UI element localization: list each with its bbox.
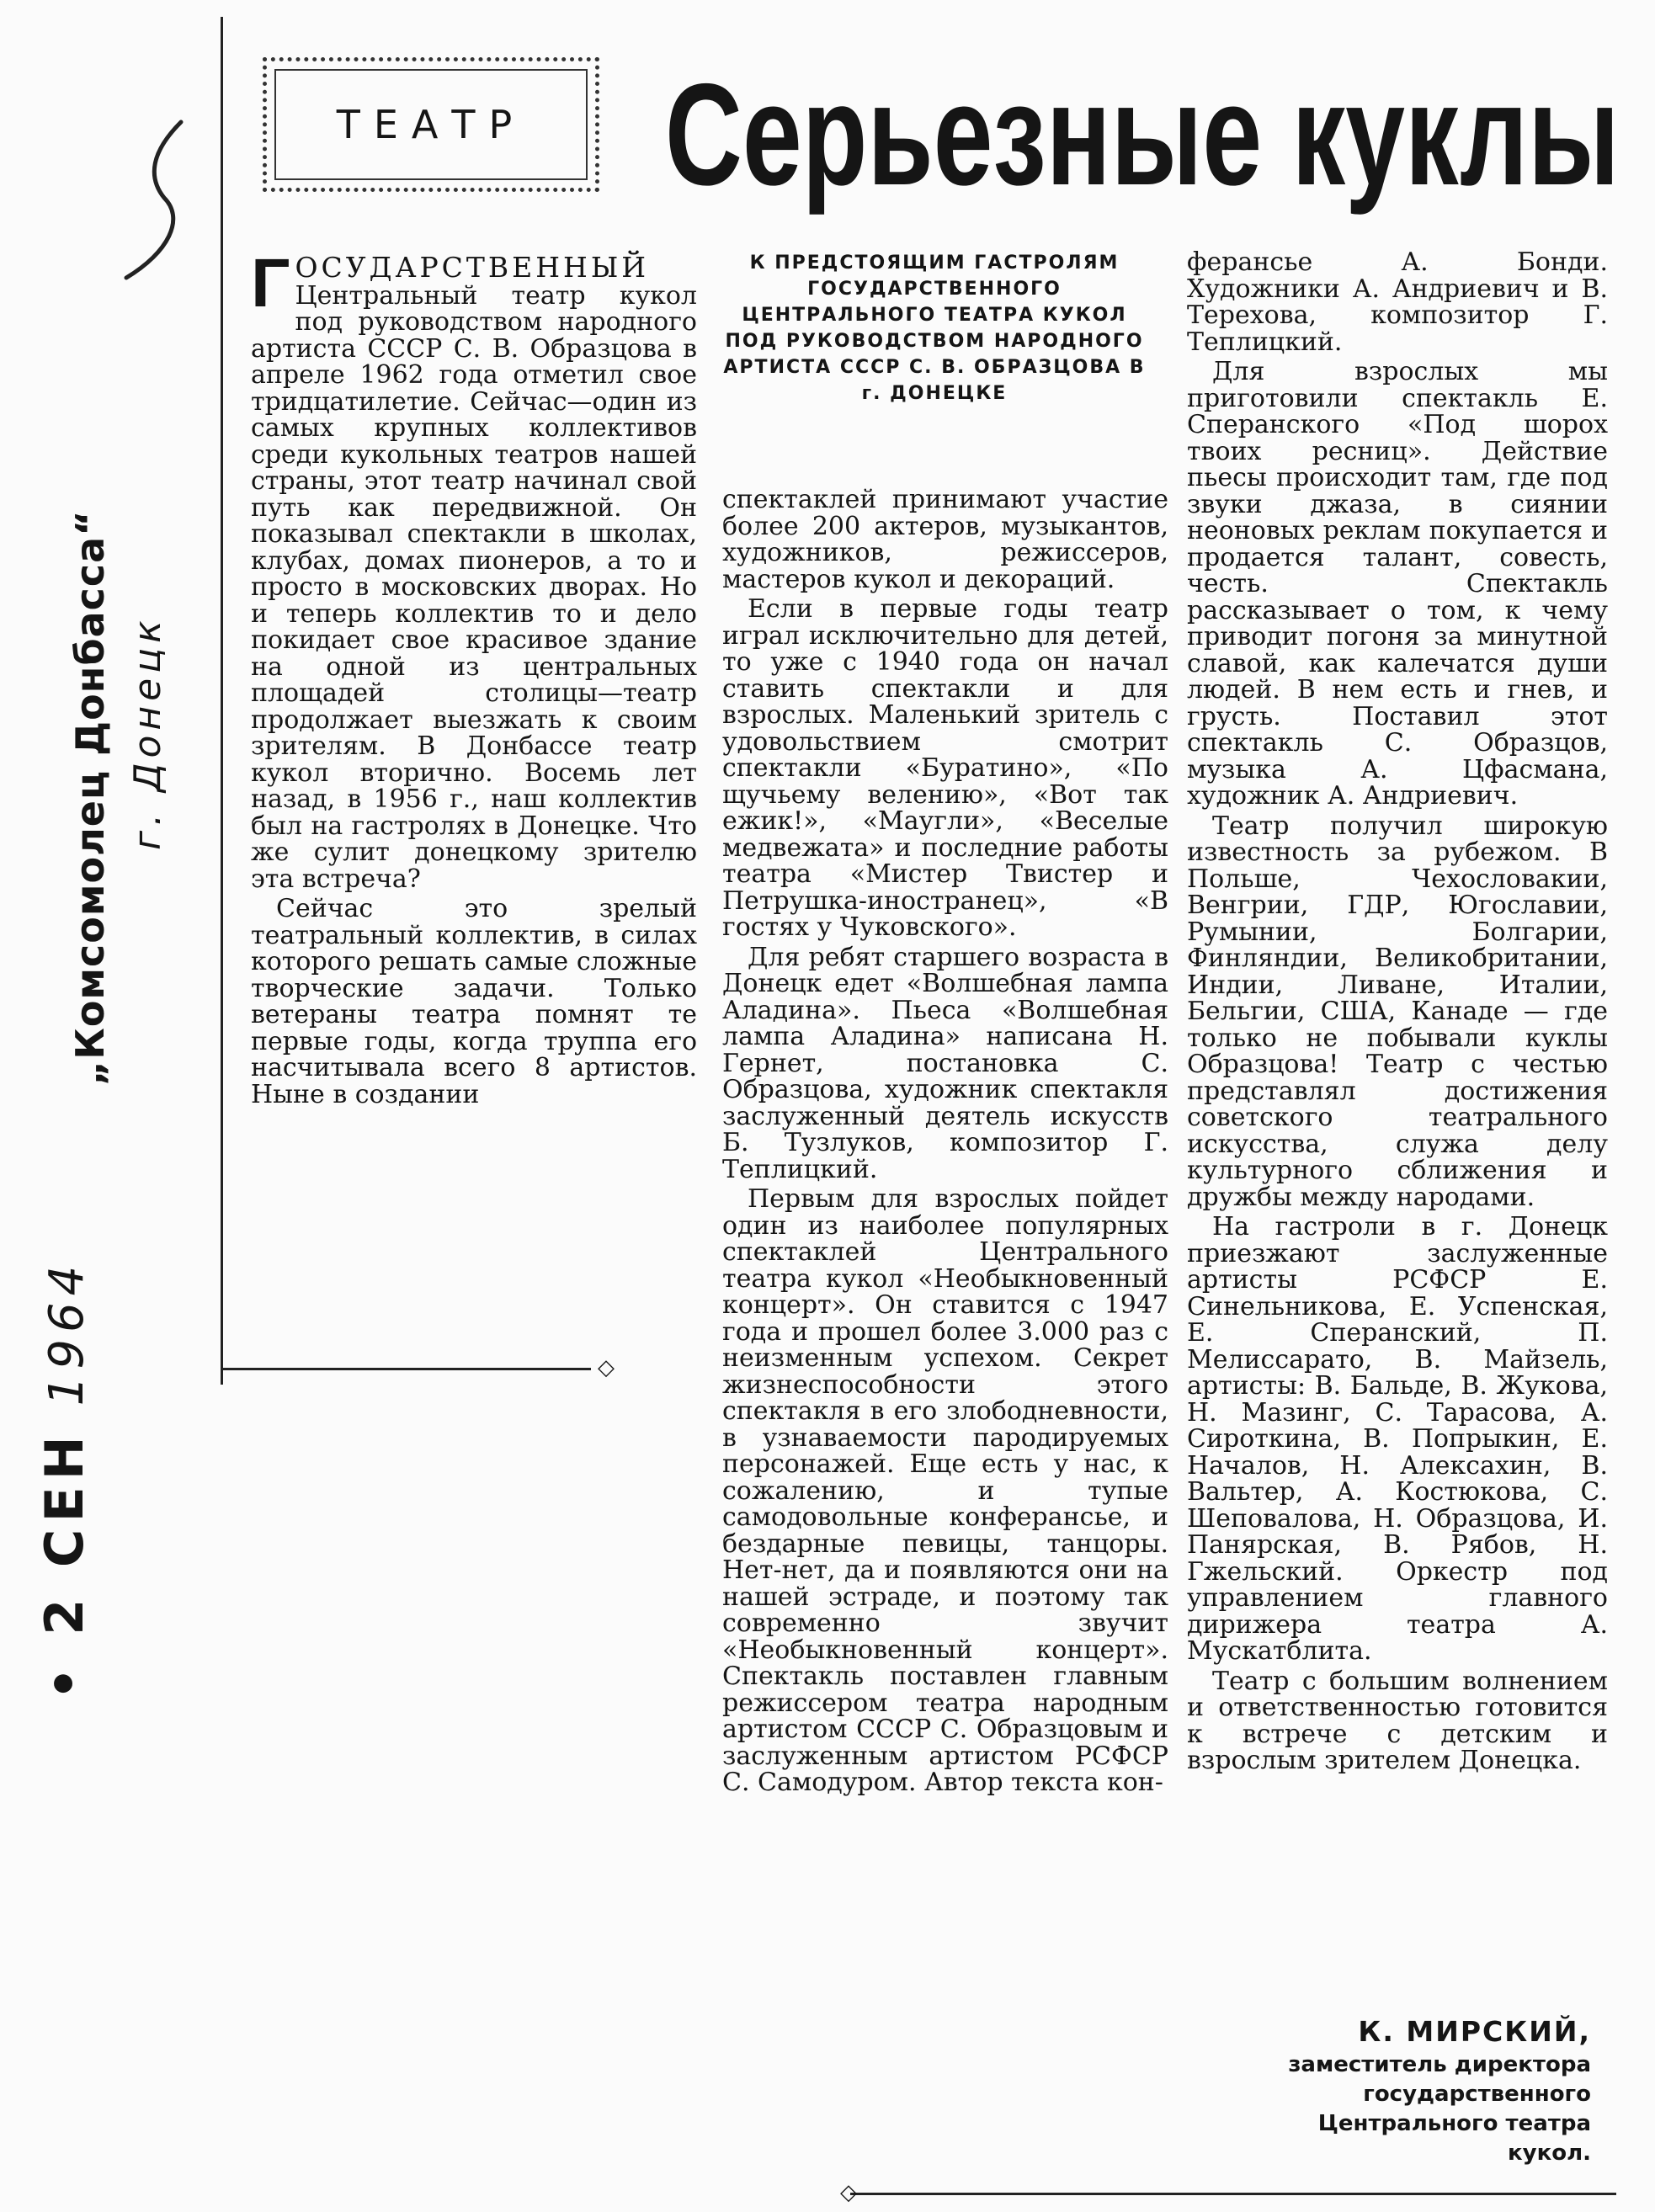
- article-subhead: К ПРЕДСТОЯЩИМ ГАСТРОЛЯМ ГОСУДАРСТВЕННОГО ЦЕНТРАЛЬНОГО ТЕАТРА КУКОЛ ПОД РУКОВОДСТВОМ НАРОДНОГО АРТИСТА СССР С. В. ОБРАЗЦОВА В г. ДОНЕЦКЕ: [723, 253, 1146, 404]
- bottom-rule-page: [850, 2193, 1616, 2195]
- paragraph: Первым для взрослых пойдет один из наиболее популярных спектаклей Центрального театра кукол «Необыкновенный концерт». Он ставится с 1947 года и прошел более 3.000 раз с неизменным успехом. Секрет жизнеспособности этого спектакля в его злободневности, в узнаваемости пародируемых персонажей. Еще есть у нас, к сожалению, и тупые самодовольные конферансье, и бездарные певицы, танцоры. Нет-нет, да и появляются они на нашей эстраде, и поэтому так современно звучит «Необыкновенный концерт». Спектакль поставлен главным режиссером театра народным артистом СССР С. Образцовым и заслуженным артистом РСФСР С. Самодуром. Автор текста кон-: [722, 1184, 1168, 1797]
- paragraph: Для взрослых мы приготовили спектакль Е. Сперанского «Под шорох твоих ресниц». Действие пьесы происходит там, где под звуки джаза, в сиянии неоновых реклам покупается и продается талант, совесть, честь. Спектакль рассказывает о том, к чему приводит погоня за минутной славой, как калечатся души людей. В нем есть и гнев, и грусть. Поставил этот спектакль С. Образцов, музыка А. Цфасмана, художник А. Андриевич.: [1187, 357, 1608, 811]
- paragraph: Если в первые годы театр играл исключительно для детей, то уже с 1940 года он начал ставить спектакли и для взрослых. Маленький зритель с удовольствием смотрит спектакли «Буратино», «По щучьему велению», «Вот так ежик!», «Маугли», «Веселые медвежата» и последние работы театра «Мистер Твистер и Петрушка-иностранец», «В гостях у Чуковского».: [722, 594, 1168, 942]
- clipping-newspaper-name: „Комсомолец Донбасса“: [67, 509, 113, 1086]
- paragraph: ферансье А. Бонди. Художники А. Андриевич и В. Терехова, композитор Г. Теплицкий.: [1187, 247, 1608, 357]
- paragraph: Сейчас это зрелый театральный коллектив, в силах которого решать самые сложные творческие задачи. Только ветераны театра помнят те первые годы, когда труппа его насчитывала всего 8 артистов. Ныне в создании: [251, 894, 697, 1109]
- author-role: заместитель директора: [1288, 2052, 1591, 2077]
- paragraph: Театр с большим волнением и ответственностью готовится к встрече с детским и взрослым зрителем Донецка.: [1187, 1666, 1608, 1775]
- article-column-3: [1187, 249, 1608, 1778]
- paragraph: спектаклей принимают участие более 200 актеров, музыкантов, художников, режиссеров, мастеров кукол и декораций.: [722, 485, 1168, 594]
- article-column-2: [722, 487, 1168, 1800]
- author-name: К. МИРСКИЙ,: [1358, 2015, 1591, 2048]
- lead-caps: ОСУДАРСТВЕННЫЙ: [295, 251, 650, 284]
- drop-cap: Г: [251, 245, 290, 322]
- article-signature: [1195, 2013, 1591, 2168]
- paragraph: [251, 245, 697, 894]
- clipping-city: г. Донецк: [126, 615, 169, 850]
- paragraph: На гастроли в г. Донецк приезжают заслуженные артисты РСФСР Е. Синельникова, Е. Успенская, Е. Сперанский, П. Мелиссарато, В. Майзель, артисты: В. Бальде, В. Жукова, Н. Мазинг, С. Тарасова, А. Сироткина, В. Попрыкин, Е. Началов, Н. Алексахин, В. Вальтер, А. Костюкова, С. Шеповалова, Н. Образцова, И. Панярская, В. Рябов, Н. Гжельский. Оркестр под управлением главного дирижера театра А. Мускатблита.: [1187, 1212, 1608, 1666]
- pen-mark-icon: [118, 118, 210, 286]
- article-headline: Серьезные куклы: [665, 54, 1620, 215]
- author-role: Центрального театра: [1317, 2111, 1591, 2136]
- clipping-date-stamp: [34, 1259, 95, 1700]
- paragraph: Театр получил широкую известность за рубежом. В Польше, Чехословакии, Венгрии, ГДР, Югославии, Румынии, Болгарии, Финляндии, Великобритании, Индии, Ливане, Италии, Бельгии, США, Канаде — где только не побывали куклы Образцова! Театр с честью представлял достижения советского театрального искусства, служа делу культурного сближения и дружбы между народами.: [1187, 811, 1608, 1212]
- clipping-date: • 2 СЕН: [34, 1429, 95, 1700]
- paragraph: Для ребят старшего возраста в Донецк едет «Волшебная лампа Аладина». Пьеса «Волшебная лампа Аладина» написана Н. Гернет, постановка С. Образцова, художник спектакля заслуженный деятель искусств Б. Тузлуков, композитор Г. Теплицкий.: [722, 942, 1168, 1184]
- author-role: кукол.: [1507, 2140, 1591, 2166]
- author-role: государственного: [1363, 2082, 1591, 2107]
- article-column-1: [251, 245, 697, 1111]
- clipping-year: 1964: [40, 1258, 94, 1406]
- paragraph-text: Центральный театр кукол под руководством народного артиста СССР С. В. Образцова в апреле 1962 года отметил свое тридцатилетие. Сейчас—один из самых крупных коллективов среди кукольных театров нашей страны, этот театр начинал свой путь как передвижной. Он показывал спектакли в школах, клубах, домах пионеров, а то и просто в московских дворах. Но и теперь коллектив то и дело покидает свое красивое здание на одной из центральных площадей столицы—театр продолжает выезжать к своим зрителям. В Донбассе театр кукол вторично. Восемь лет назад, в 1956 г., наш коллектив был на гастролях в Донецке. Что же сулит донецкому зрителю эта встреча?: [251, 280, 697, 894]
- rule-ornament-icon: ◇: [598, 1355, 615, 1380]
- section-rubric: ТЕАТР: [263, 57, 599, 192]
- left-column-rule: [221, 17, 223, 1385]
- bottom-rule-left: [221, 1368, 591, 1370]
- page-ornament-icon: ◇: [840, 2180, 857, 2205]
